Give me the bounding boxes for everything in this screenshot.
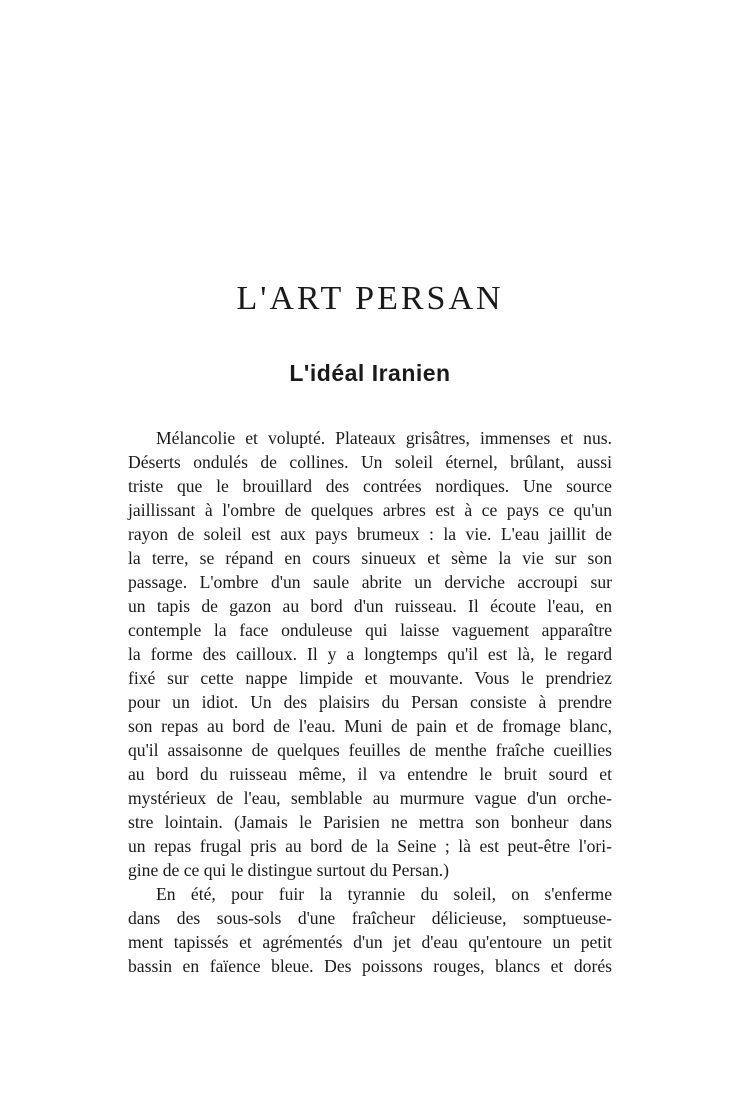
- text-line: dans des sous-sols d'une fraîcheur délicieuse, somptueuse-: [128, 908, 612, 928]
- text-line: jaillissant à l'ombre de quelques arbres est à ce pays ce qu'un: [128, 500, 612, 520]
- paragraph: [128, 882, 612, 978]
- text-line: la terre, se répand en cours sinueux et sème la vie sur son: [128, 548, 612, 568]
- text-line: Mélancolie et volupté. Plateaux grisâtres, immenses et nus.: [156, 428, 612, 448]
- text-line: passage. L'ombre d'un saule abrite un derviche accroupi sur: [128, 572, 612, 592]
- text-line: triste que le brouillard des contrées nordiques. Une source: [128, 476, 612, 496]
- text-line: qu'il assaisonne de quelques feuilles de menthe fraîche cueillies: [128, 740, 612, 760]
- text-line: Déserts ondulés de collines. Un soleil éternel, brûlant, aussi: [128, 452, 612, 472]
- text-line: stre lointain. (Jamais le Parisien ne mettra son bonheur dans: [128, 812, 612, 832]
- text-line: son repas au bord de l'eau. Muni de pain et de fromage blanc,: [128, 716, 612, 736]
- text-line: au bord du ruisseau même, il va entendre le bruit sourd et: [128, 764, 612, 784]
- text-line: la forme des cailloux. Il y a longtemps qu'il est là, le regard: [128, 644, 612, 664]
- text-line: bassin en faïence bleue. Des poissons rouges, blancs et dorés: [128, 956, 612, 976]
- text-line: contemple la face onduleuse qui laisse vaguement apparaître: [128, 620, 612, 640]
- text-line: gine de ce qui le distingue surtout du Persan.): [128, 860, 450, 880]
- text-line: un tapis de gazon au bord d'un ruisseau. Il écoute l'eau, en: [128, 596, 612, 616]
- text-line: fixé sur cette nappe limpide et mouvante. Vous le prendriez: [128, 668, 612, 688]
- body-text: [128, 426, 612, 978]
- text-line: rayon de soleil est aux pays brumeux : la vie. L'eau jaillit de: [128, 524, 612, 544]
- text-line: mystérieux de l'eau, semblable au murmure vague d'un orche-: [128, 788, 612, 808]
- text-line: ment tapissés et agrémentés d'un jet d'eau qu'entoure un petit: [128, 932, 612, 952]
- text-line: un repas frugal pris au bord de la Seine ; là est peut-être l'ori-: [128, 836, 612, 856]
- paragraph: [128, 426, 612, 882]
- section-subtitle: L'idéal Iranien: [289, 360, 451, 386]
- text-line: En été, pour fuir la tyrannie du soleil, on s'enferme: [156, 884, 612, 904]
- chapter-title: L'ART PERSAN: [236, 280, 504, 317]
- text-line: pour un idiot. Un des plaisirs du Persan consiste à prendre: [128, 692, 612, 712]
